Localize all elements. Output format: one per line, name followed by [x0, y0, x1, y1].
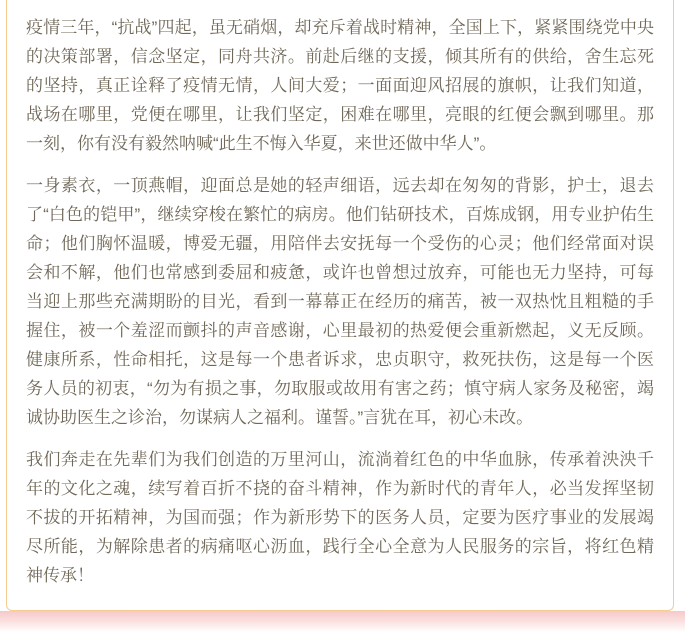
- card-bottom-glow: [0, 611, 685, 632]
- paragraph-heritage: 我们奔走在先辈们为我们创造的万里河山，流淌着红色的中华血脉，传承着泱泱千年的文化之魂，续写着百折不挠的奋斗精神，作为新时代的青年人，必当发挥坚韧不拔的开拓精神，为国而强；作为新形势下的医务人员，定要为医疗事业的发展竭尽所能，为解除患者的病痛呕心沥血，践行全心全意为人民服务的宗旨，将红色精神传承！: [26, 450, 654, 585]
- article-card: [6, 0, 674, 611]
- paragraph-epidemic: 疫情三年，“抗战”四起，虽无硝烟，却充斥着战时精神，全国上下，紧紧围绕党中央的决策部署，信念坚定，同舟共济。前赴后继的支援，倾其所有的供给，舍生忘死的坚持，真正诠释了疫情无情，人间大爱；一面面迎风招展的旗帜，让我们知道，战场在哪里，党便在哪里，让我们坚定，困难在哪里，亮眼的红便会飘到哪里。那一刻，你有没有毅然呐喊“此生不悔入华夏，来世还做中华人”。: [26, 18, 654, 153]
- paragraph-nurses: 一身素衣，一顶燕帽，迎面总是她的轻声细语，远去却在匆匆的背影，护士，退去了“白色的铠甲”，继续穿梭在繁忙的病房。他们钻研技术，百炼成钢，用专业护佑生命；他们胸怀温暖，博爱无疆，用陪伴去安抚每一个受伤的心灵；他们经常面对误会和不解，他们也常感到委屈和疲惫，或许也曾想过放弃，可能也无力坚持，可每当迎上那些充满期盼的目光，看到一幕幕正在经历的痛苦，被一双热忱且粗糙的手握住，被一个羞涩而颤抖的声音感谢，心里最初的热爱便会重新燃起，义无反顾。健康所系，性命相托，这是每一个患者诉求，忠贞职守，救死扶伤，这是每一个医务人员的初衷，“勿为有损之事，勿取服或故用有害之药；慎守病人家务及秘密，竭诚协助医生之诊治，勿谋病人之福利。谨誓。”言犹在耳，初心未改。: [26, 176, 654, 427]
